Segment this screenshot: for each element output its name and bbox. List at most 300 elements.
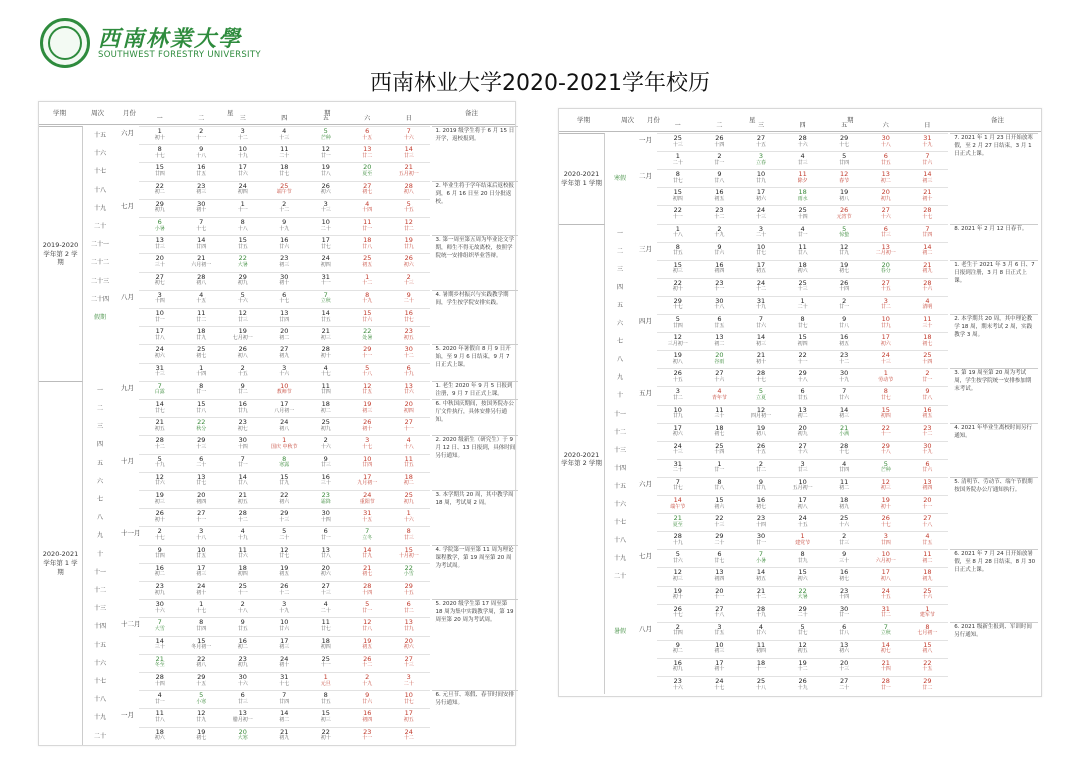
header-qi: 期 <box>847 116 854 124</box>
date-cell <box>264 619 306 632</box>
lunar-date: 初八 <box>839 195 850 202</box>
date-number: 21 <box>363 563 372 572</box>
date-cell <box>907 606 949 619</box>
lunar-date: 霜降 <box>320 498 331 505</box>
lunar-date: 廿六 <box>279 243 290 250</box>
date-cell <box>907 461 949 474</box>
week-number: 八 <box>96 514 103 522</box>
date-number: 21 <box>404 163 413 172</box>
date-number: 21 <box>280 727 289 736</box>
lunar-date: 初七 <box>839 268 850 275</box>
date-cell <box>139 565 181 578</box>
date-number: 5 <box>800 622 805 631</box>
lunar-date: 初六 <box>755 195 766 202</box>
date-number: 2 <box>365 673 370 681</box>
date-number: 4 <box>365 199 370 208</box>
date-cell <box>740 461 782 474</box>
lunar-date: 初二 <box>279 334 290 341</box>
date-number: 7 <box>758 315 764 323</box>
date-number: 23 <box>756 514 766 523</box>
lunar-date: 二十 <box>320 607 331 614</box>
date-number: 5 <box>199 691 204 700</box>
date-cell <box>782 262 824 275</box>
date-cell <box>865 443 907 456</box>
lunar-date: 初二 <box>880 177 891 184</box>
date-cell <box>181 383 223 396</box>
date-number: 17 <box>715 658 724 667</box>
date-number: 23 <box>840 586 849 595</box>
date-number: 18 <box>321 636 330 645</box>
week-number: 十七 <box>93 678 106 685</box>
date-cell <box>657 262 699 275</box>
date-cell <box>865 407 907 420</box>
date-number: 10 <box>756 242 766 251</box>
date-cell <box>823 588 865 601</box>
lunar-date: 十八 <box>196 152 207 159</box>
date-cell <box>740 298 782 311</box>
lunar-date: 初五 <box>714 195 725 202</box>
week-number: 二十 <box>93 732 106 740</box>
date-cell <box>181 146 223 159</box>
date-cell <box>305 401 347 414</box>
date-cell <box>699 678 741 691</box>
date-number: 1 <box>282 436 287 445</box>
lunar-date: 初四 <box>403 407 414 414</box>
lunar-date: 初八 <box>922 648 933 655</box>
month-name: 十月 <box>121 456 134 465</box>
lunar-date: 廿六 <box>672 557 683 564</box>
date-number: 27 <box>881 206 890 215</box>
date-number: 2 <box>240 600 245 609</box>
date-number: 21 <box>881 658 890 667</box>
lunar-date: 十三 <box>714 521 725 528</box>
date-number: 6 <box>365 127 370 135</box>
date-number: 15 <box>321 709 330 718</box>
date-number: 13 <box>404 381 413 390</box>
date-cell <box>388 729 430 742</box>
date-number: 12 <box>404 218 413 226</box>
remark-divider <box>432 181 518 182</box>
remark-divider <box>950 423 1038 424</box>
date-number: 16 <box>715 260 724 269</box>
lunar-date: 十七 <box>196 607 207 614</box>
date-number: 8 <box>675 170 680 179</box>
date-cell <box>347 274 389 287</box>
date-cell <box>139 292 181 305</box>
lunar-date: 十四 <box>839 286 850 293</box>
date-number: 30 <box>756 532 766 541</box>
remark-divider <box>432 690 518 691</box>
date-cell <box>907 660 949 673</box>
date-cell <box>388 274 430 287</box>
date-number: 19 <box>197 727 206 736</box>
lunar-date: 廿九 <box>403 243 414 250</box>
date-number: 24 <box>238 181 247 190</box>
date-cell <box>782 569 824 582</box>
lunar-date: 九月初一 <box>357 480 378 487</box>
date-number: 22 <box>238 254 247 263</box>
date-number: 13 <box>363 145 372 154</box>
lunar-date: 除夕 <box>797 177 808 184</box>
date-number: 24 <box>756 278 766 287</box>
lunar-date: 初七 <box>237 425 248 432</box>
date-number: 3 <box>282 600 287 609</box>
date-cell <box>347 510 389 523</box>
date-number: 9 <box>240 381 245 390</box>
lunar-date: 初七 <box>196 352 207 359</box>
date-number: 17 <box>280 636 289 645</box>
date-number: 10 <box>881 315 890 323</box>
date-cell <box>865 171 907 184</box>
remark-divider <box>432 399 518 400</box>
date-cell <box>347 692 389 705</box>
date-cell <box>139 146 181 159</box>
date-number: 13 <box>923 477 932 486</box>
lunar-date: 廿六 <box>154 480 165 487</box>
lunar-date: 初四 <box>755 648 766 655</box>
remark-note: 6. 中秋国庆期间，按国务院办公厅文件执行，具体安排另行通知。 <box>435 401 514 423</box>
week-number: 十三 <box>93 605 106 613</box>
date-number: 4 <box>157 691 162 700</box>
date-cell <box>222 547 264 560</box>
lunar-date: 初七 <box>154 280 165 287</box>
lunar-date: 十六 <box>237 680 248 687</box>
lunar-date: 十七 <box>714 684 725 691</box>
lunar-date: 十四 <box>362 589 373 596</box>
date-cell <box>181 692 223 705</box>
date-number: 3 <box>883 296 888 305</box>
date-number: 14 <box>840 405 849 414</box>
date-number: 10 <box>715 640 724 649</box>
lunar-date: 初四 <box>922 485 933 492</box>
date-number: 4 <box>323 363 328 372</box>
lunar-date: 三月初一 <box>667 340 688 347</box>
date-cell <box>865 497 907 510</box>
date-cell <box>139 583 181 596</box>
date-number: 19 <box>673 586 682 595</box>
week-number: 十二 <box>93 587 106 594</box>
date-cell <box>222 146 264 159</box>
date-cell <box>699 189 741 202</box>
lunar-date: 十一 <box>362 352 373 359</box>
date-cell <box>305 674 347 687</box>
lunar-date: 廿七 <box>672 177 683 184</box>
lunar-date: 十月初一 <box>398 553 419 560</box>
date-cell <box>181 674 223 687</box>
date-cell <box>305 419 347 432</box>
lunar-date: 立夏 <box>755 394 766 401</box>
remark-divider <box>950 622 1038 623</box>
lunar-date: 十九 <box>755 612 766 619</box>
date-cell <box>699 461 741 474</box>
date-number: 24 <box>881 586 890 595</box>
lunar-date: 初九 <box>154 207 165 214</box>
date-cell <box>907 334 949 347</box>
date-number: 8 <box>717 477 722 486</box>
lunar-date: 初七 <box>362 571 373 578</box>
date-number: 29 <box>363 345 372 354</box>
lunar-date: 夏至 <box>362 170 373 177</box>
date-cell <box>782 461 824 474</box>
lunar-date: 廿七 <box>279 170 290 177</box>
date-cell <box>347 674 389 687</box>
date-cell <box>782 515 824 528</box>
date-number: 29 <box>798 369 807 378</box>
lunar-date: 廿七 <box>880 394 891 401</box>
lunar-date: 腊月初一 <box>232 716 253 723</box>
lunar-date: 十五 <box>403 589 414 596</box>
date-number: 20 <box>363 163 372 172</box>
date-cell <box>388 383 430 396</box>
date-number: 7 <box>406 127 411 135</box>
lunar-date: 春节 <box>839 177 850 184</box>
date-cell <box>264 456 306 469</box>
lunar-date: 大暑 <box>237 261 248 268</box>
date-cell <box>347 437 389 450</box>
lunar-date: 初三 <box>279 644 290 651</box>
remark-note: 2. 2020 级新生（研究生）于 9 月 12 日、13 日报到，具体时间另行通知。 <box>435 437 516 460</box>
lunar-date: 廿九 <box>196 334 207 341</box>
date-number: 19 <box>673 351 682 360</box>
date-cell <box>740 226 782 239</box>
lunar-date: 二十 <box>755 232 766 238</box>
date-number: 4 <box>717 387 722 396</box>
header-remark: 备注 <box>465 109 478 117</box>
lunar-date: 廿一 <box>154 316 165 323</box>
lunar-date: 初五 <box>279 571 290 578</box>
week-number: 十九 <box>93 714 106 722</box>
date-number: 8 <box>800 315 805 323</box>
lunar-date: 十四 <box>755 521 766 528</box>
lunar-date: 二十 <box>714 539 725 546</box>
date-number: 16 <box>238 636 247 645</box>
lunar-date: 廿七 <box>403 316 414 323</box>
date-cell <box>181 619 223 632</box>
date-cell <box>699 569 741 582</box>
lunar-date: 廿四 <box>672 630 683 637</box>
week-number: 五 <box>616 301 623 309</box>
date-cell <box>740 660 782 673</box>
weekday-header: 三 <box>757 122 764 129</box>
date-cell <box>740 280 782 293</box>
week-number: 十六 <box>93 150 106 158</box>
date-cell <box>865 370 907 383</box>
date-cell <box>907 262 949 275</box>
date-cell <box>823 461 865 474</box>
date-number: 20 <box>280 327 289 336</box>
week-number: 八 <box>616 356 623 364</box>
date-cell <box>388 619 430 632</box>
date-cell <box>305 638 347 651</box>
lunar-date: 初十 <box>880 503 891 510</box>
logo-chinese-name: 西南林業大學 <box>98 26 243 52</box>
lunar-date: 十四 <box>196 371 207 378</box>
date-number: 28 <box>923 278 932 287</box>
lunar-date: 十八 <box>672 232 683 238</box>
lunar-date: 端午节 <box>276 189 292 196</box>
date-cell <box>782 135 824 148</box>
lunar-date: 初十 <box>714 666 725 673</box>
date-cell <box>388 528 430 541</box>
date-cell <box>388 510 430 523</box>
date-number: 13 <box>715 333 724 342</box>
date-number: 5 <box>282 527 287 536</box>
date-number: 8 <box>800 550 805 559</box>
lunar-date: 初二 <box>154 571 165 578</box>
date-cell <box>139 437 181 450</box>
lunar-date: 初三 <box>672 268 683 275</box>
date-number: 4 <box>925 532 930 541</box>
lunar-date: 十八 <box>880 141 891 148</box>
date-number: 9 <box>365 691 370 700</box>
date-cell <box>907 135 949 148</box>
date-number: 14 <box>673 496 682 504</box>
lunar-date: 初十 <box>279 280 290 287</box>
date-number: 1 <box>800 296 805 305</box>
date-cell <box>264 183 306 196</box>
date-number: 27 <box>881 278 890 287</box>
calendar-sheet-left <box>38 101 516 746</box>
lunar-date: 初七 <box>839 575 850 582</box>
date-cell <box>264 692 306 705</box>
date-number: 26 <box>840 278 849 287</box>
lunar-date: 十九 <box>279 225 290 232</box>
date-cell <box>222 164 264 177</box>
lunar-date: 十六 <box>797 141 808 148</box>
date-cell <box>823 226 865 239</box>
date-cell <box>305 729 347 742</box>
date-cell <box>782 588 824 601</box>
lunar-date: 初三 <box>714 648 725 655</box>
date-number: 22 <box>404 563 413 572</box>
weekday-header: 一 <box>156 115 163 122</box>
date-cell <box>388 401 430 414</box>
date-cell <box>907 388 949 401</box>
lunar-date: 十九 <box>922 141 933 148</box>
lunar-date: 十九 <box>362 680 373 687</box>
lunar-date: 二十 <box>320 225 331 232</box>
date-cell <box>347 492 389 505</box>
date-cell <box>347 474 389 487</box>
lunar-date: 十九 <box>797 684 808 691</box>
date-number: 7 <box>883 622 888 631</box>
lunar-date: 廿八 <box>320 553 331 560</box>
date-cell <box>139 383 181 396</box>
lunar-date: 十六 <box>880 213 891 220</box>
date-number: 24 <box>404 727 413 736</box>
date-cell <box>347 729 389 742</box>
date-cell <box>181 128 223 141</box>
date-cell <box>699 443 741 456</box>
date-number: 3 <box>717 622 722 631</box>
lunar-date: 十一 <box>403 425 414 432</box>
date-cell <box>657 569 699 582</box>
month-name: 八月 <box>121 292 134 301</box>
date-number: 10 <box>238 145 247 154</box>
date-cell <box>657 334 699 347</box>
date-cell <box>139 328 181 341</box>
date-cell <box>181 710 223 723</box>
lunar-date: 十五 <box>755 141 766 148</box>
date-number: 28 <box>363 582 372 590</box>
header-month: 月份 <box>647 116 660 124</box>
date-cell <box>657 497 699 510</box>
week-number: 七 <box>96 496 103 503</box>
remark-note: 6. 2021 年 7 月 24 日开始放暑假，至 8 月 28 日结束，8 月 30 日正式上课。 <box>954 551 1036 574</box>
week-number: 一 <box>616 229 623 237</box>
lunar-date: 廿三 <box>320 462 331 469</box>
date-cell <box>657 388 699 401</box>
lunar-date: 建军节 <box>919 612 935 619</box>
logo-english-name: SOUTHWEST FORESTRY UNIVERSITY <box>98 50 261 60</box>
weekday-header: 四 <box>281 115 288 122</box>
date-cell <box>347 528 389 541</box>
date-cell <box>305 601 347 614</box>
date-cell <box>782 425 824 438</box>
week-number: 十二 <box>613 428 626 436</box>
term-label: 2020-2021 学年第 1 学期 <box>559 133 605 224</box>
date-cell <box>657 244 699 257</box>
lunar-date: 廿七 <box>714 557 725 564</box>
date-number: 28 <box>798 134 807 142</box>
lunar-date: 初二 <box>922 557 933 564</box>
date-number: 9 <box>675 640 680 649</box>
date-number: 21 <box>321 327 330 336</box>
lunar-date: 廿九 <box>755 485 766 492</box>
date-number: 30 <box>238 673 247 681</box>
date-number: 11 <box>798 242 807 251</box>
date-number: 25 <box>715 441 724 450</box>
date-cell <box>264 328 306 341</box>
lunar-date: 初九 <box>279 352 290 359</box>
weekday-header: 五 <box>322 115 329 122</box>
lunar-date: 廿七 <box>403 698 414 705</box>
lunar-date: 初六 <box>154 735 165 742</box>
date-number: 9 <box>842 550 847 559</box>
lunar-date: 廿一 <box>196 389 207 396</box>
remark-divider <box>950 368 1038 369</box>
date-number: 10 <box>363 454 372 463</box>
date-number: 19 <box>238 327 247 336</box>
lunar-date: 十一 <box>755 666 766 673</box>
date-cell <box>264 383 306 396</box>
date-cell <box>865 624 907 637</box>
lunar-date: 廿九 <box>279 480 290 487</box>
remark-note: 1. 老生 2020 年 9 月 5 日报到注册，9 月 7 日正式上课。 <box>435 382 513 397</box>
date-number: 3 <box>365 436 370 445</box>
date-cell <box>222 729 264 742</box>
remark-divider <box>950 260 1038 261</box>
date-cell <box>740 171 782 184</box>
date-number: 29 <box>673 296 682 305</box>
date-cell <box>823 569 865 582</box>
header-month: 月份 <box>123 109 136 117</box>
date-cell <box>865 352 907 365</box>
date-number: 12 <box>881 477 890 486</box>
date-number: 22 <box>280 491 289 499</box>
lunar-date: 初九 <box>320 425 331 432</box>
date-cell <box>181 583 223 596</box>
header-xing: 星 <box>749 116 756 124</box>
date-number: 5 <box>842 152 847 161</box>
date-number: 20 <box>238 727 247 736</box>
date-cell <box>388 146 430 159</box>
date-number: 11 <box>238 545 247 554</box>
date-number: 24 <box>715 677 724 685</box>
date-number: 22 <box>673 206 682 215</box>
lunar-date: 廿六 <box>362 698 373 705</box>
date-number: 17 <box>321 236 330 245</box>
